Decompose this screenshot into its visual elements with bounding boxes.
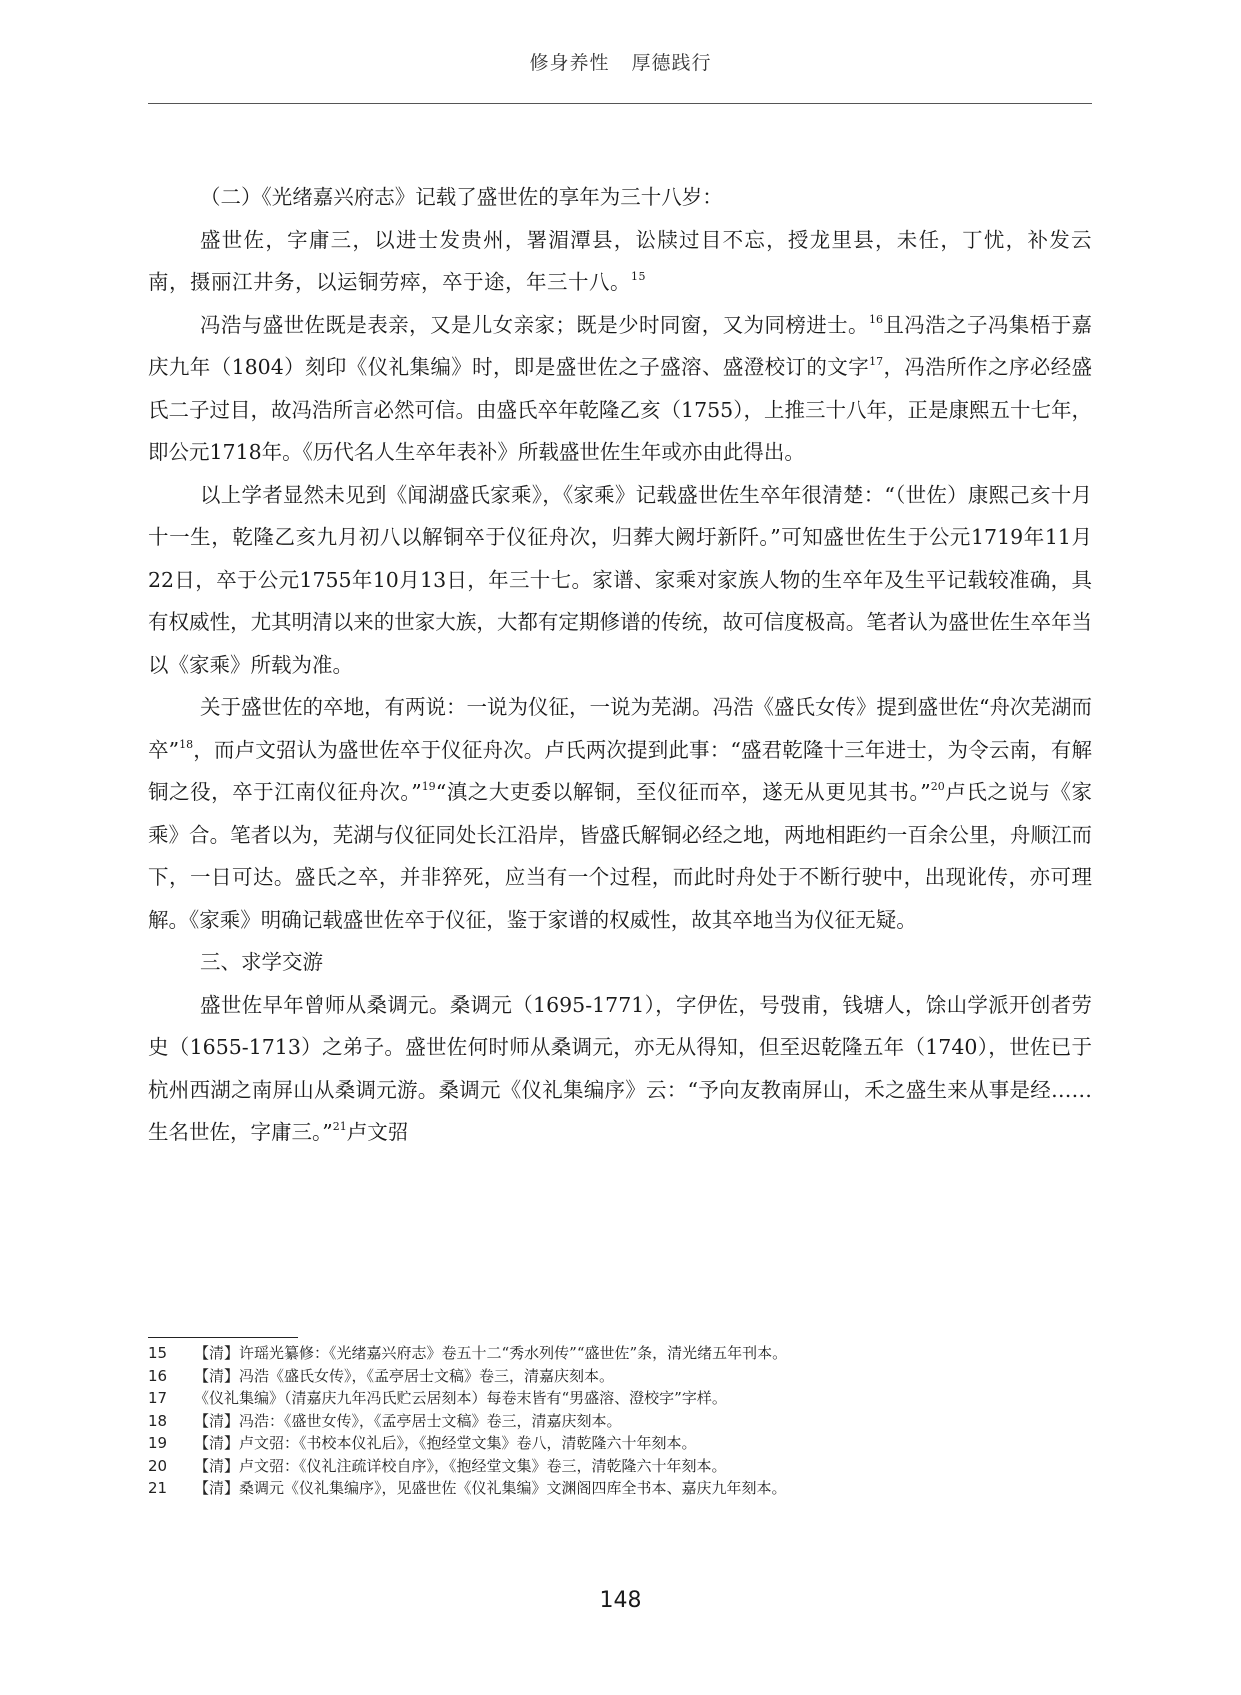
footnote-item [148, 1410, 1092, 1433]
footnote-number: 20 [148, 1456, 168, 1475]
footnote-text: 【清】冯浩《盛氏女传》，《孟亭居士文稿》卷三，清嘉庆刻本。 [194, 1366, 615, 1385]
section-heading: 三、求学交游 [200, 950, 323, 974]
running-header [0, 48, 1241, 75]
paragraph-jiacheng: 以上学者显然未见到《闻湖盛氏家乘》，《家乘》记载盛世佐生卒年很清楚：“（世佐）康熙己亥十月十一生，乾隆乙亥九月初八以解铜卒于仪征舟次，归葬大阙圩新阡。”可知盛世佐生于公元1719年11月22日，卒于公元1755年10月13日，年三十七。家谱、家乘对家族人物的生卒年及生平记载较准确，具有权威性，尤其明清以来的世家大族，大都有定期修谱的传统，故可信度极高。笔者认为盛世佐生卒年当以《家乘》所载为准。 [148, 482, 1092, 677]
footnote-ref[interactable]: 18 [179, 737, 194, 751]
footnote-text: 【清】冯浩：《盛世女传》，《孟亭居士文稿》卷三，清嘉庆刻本。 [194, 1411, 622, 1430]
header-title-left: 修身养性 [529, 52, 610, 74]
footnote-text: 《仪礼集编》（清嘉庆九年冯氏贮云居刻本）每卷末皆有“男盛溶、澄校字”字样。 [194, 1389, 727, 1407]
footnote-number: 17 [148, 1389, 168, 1407]
footnote-text: 【清】卢文弨：《仪礼注疏详校自序》，《抱经堂文集》卷三，清乾隆六十年刻本。 [194, 1456, 727, 1475]
footnote-ref[interactable]: 15 [631, 270, 646, 283]
footnotes [148, 1342, 1092, 1500]
header-title-right: 厚德践行 [631, 52, 712, 74]
header-divider [148, 103, 1092, 104]
footnote-number: 18 [148, 1411, 168, 1430]
footnote-item [148, 1432, 1092, 1455]
page-number: 148 [599, 1588, 642, 1613]
footnote-ref[interactable]: 21 [332, 1120, 347, 1133]
footnote-divider [148, 1337, 298, 1338]
footnote-number: 19 [148, 1434, 168, 1452]
footnote-number: 15 [148, 1344, 168, 1362]
footnote-number: 16 [148, 1366, 168, 1385]
footnote-ref[interactable]: 17 [869, 355, 884, 368]
paragraph-intro: （二）《光绪嘉兴府志》记载了盛世佐的享年为三十八岁： [200, 185, 723, 209]
footnote-text: 【清】桑调元《仪礼集编序》，见盛世佐《仪礼集编》文渊阁四库全书本、嘉庆九年刻本。 [194, 1479, 787, 1497]
quotation-block: 盛世佐，字庸三，以进士发贵州，署湄潭县，讼牍过目不忘，授龙里县，未任，丁忧，补发云南，摄丽江井务，以运铜劳瘁，卒于途，年三十八。$^{15}$ [148, 227, 1092, 294]
footnote-text: 【清】卢文弨：《书校本仪礼后》，《抱经堂文集》卷八，清乾隆六十年刻本。 [194, 1434, 697, 1452]
footnote-text: 【清】许瑶光纂修：《光绪嘉兴府志》卷五十二“秀水列传”“盛世佐”条，清光绪五年刊本。 [194, 1344, 788, 1362]
footnote-item [148, 1455, 1092, 1478]
footnote-item [148, 1365, 1092, 1388]
footnote-ref[interactable]: 16 [868, 312, 883, 326]
footnote-ref[interactable]: 20 [930, 780, 945, 793]
footnote-number: 21 [148, 1479, 168, 1497]
footnote-item [148, 1387, 1092, 1410]
paragraph-death-place: 关于盛世佐的卒地，有两说：一说为仪征，一说为芜湖。冯浩《盛氏女传》提到盛世佐“舟次芜湖而卒”$^{18}$，而卢文弨认为盛世佐卒于仪征舟次。卢氏两次提到此事：“盛君乾隆十三年进士，为令云南，有解铜之役，卒于江南仪征舟次。”$^{19}$“滇之大吏委以解铜，至仪征而卒，遂无从更见其书。”$^{20}$卢氏之说与《家乘》合。笔者以为，芜湖与仪征同处长江沿岸，皆盛氏解铜必经之地，两地相距约一百余公里，舟顺江而下，一日可达。盛氏之卒，并非猝死，应当有一个过程，而此时舟处于不断行驶中，出现讹传，亦可理解。《家乘》明确记载盛世佐卒于仪征，鉴于家谱的权威性，故其卒地当为仪征无疑。 [148, 695, 1092, 932]
footnote-item [148, 1342, 1092, 1365]
footnote-item [148, 1477, 1092, 1500]
main-text [148, 176, 1092, 1154]
paragraph-studies: 盛世佐早年曾师从桑调元。桑调元（1695-1771），字伊佐，号弢甫，钱塘人，馀山学派开创者劳史（1655-1713）之弟子。盛世佐何时师从桑调元，亦无从得知，但至迟乾隆五年（1740），世佐已于杭州西湖之南屏山从桑调元游。桑调元《仪礼集编序》云：“予向友教南屏山，禾之盛生来从事是经……生名世佐，字庸三。”$^{21}$卢文弨 [148, 992, 1092, 1144]
footnote-ref[interactable]: 19 [421, 780, 436, 793]
paragraph-feng-hao: 冯浩与盛世佐既是表亲，又是儿女亲家；既是少时同窗，又为同榜进士。$^{16}$且冯浩之子冯集梧于嘉庆九年（1804）刻印《仪礼集编》时，即是盛世佐之子盛溶、盛澄校订的文字$^{17}$，冯浩所作之序必经盛氏二子过目，故冯浩所言必然可信。由盛氏卒年乾隆乙亥（1755），上推三十八年，正是康熙五十七年，即公元1718年。《历代名人生卒年表补》所载盛世佐生年或亦由此得出。 [148, 312, 1093, 464]
